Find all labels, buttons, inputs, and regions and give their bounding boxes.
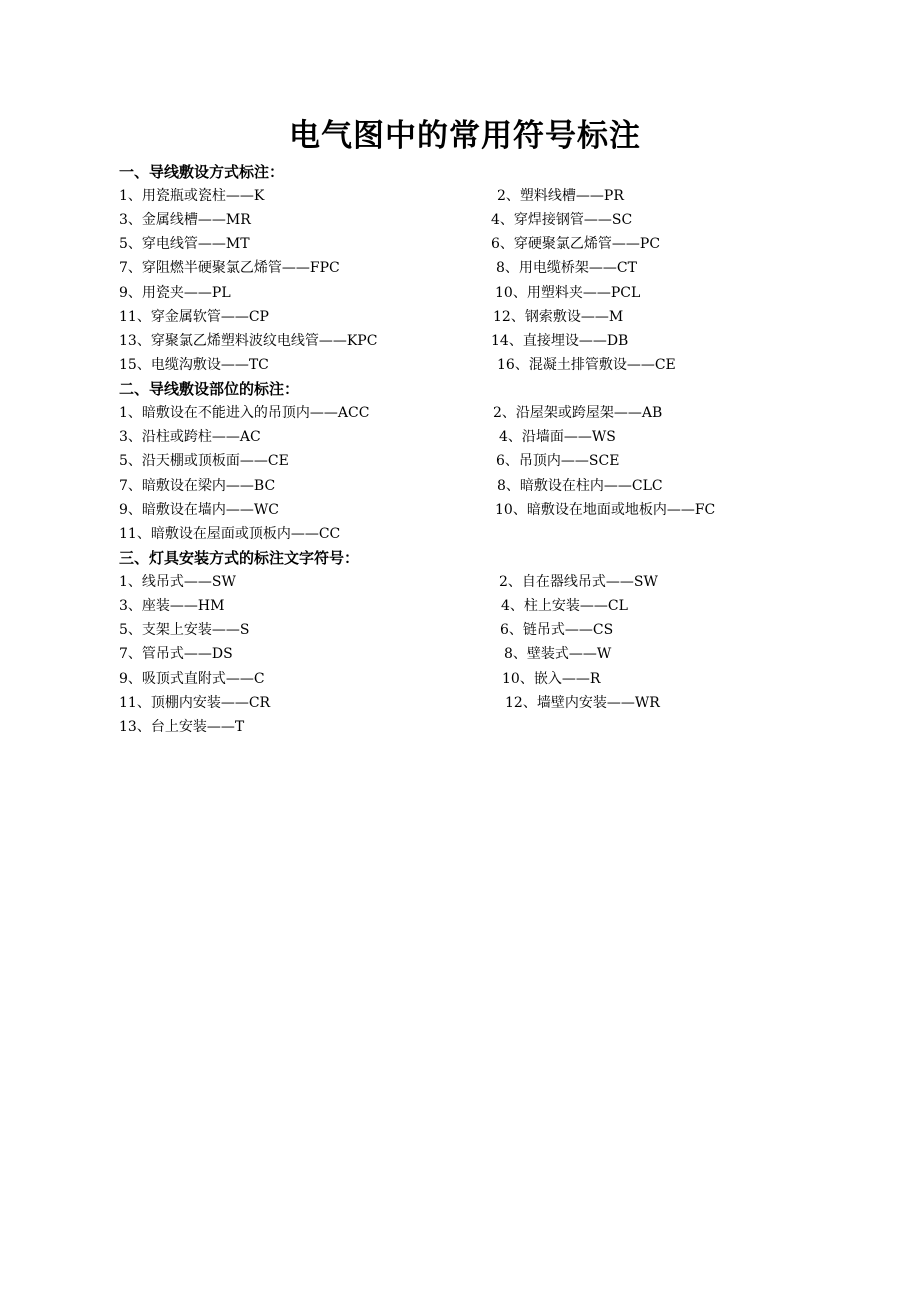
list-row: [119, 256, 819, 280]
list-item: 8、用电缆桥架——CT: [496, 260, 637, 277]
list-item: 3、金属线槽——MR: [119, 212, 251, 229]
list-row: [119, 208, 819, 232]
list-row: [119, 449, 819, 473]
section-heading: 一、导线敷设方式标注：: [119, 163, 285, 181]
list-item: 4、穿焊接钢管——SC: [491, 212, 633, 229]
list-row: [119, 715, 819, 739]
list-item: 4、柱上安装——CL: [501, 598, 628, 615]
list-item: 6、穿硬聚氯乙烯管——PC: [491, 236, 661, 253]
list-item: 1、暗敷设在不能进入的吊顶内——ACC: [119, 405, 370, 422]
section-heading: 三、灯具安装方式的标注文字符号：: [119, 548, 360, 567]
list-item: 9、用瓷夹——PL: [119, 284, 231, 301]
list-item: 9、暗敷设在墙内——WC: [119, 501, 280, 518]
list-item: 3、座装——HM: [119, 598, 225, 615]
list-item: 6、链吊式——CS: [500, 622, 614, 639]
list-item: 15、电缆沟敷设——TC: [119, 356, 269, 373]
list-item: 6、吊顶内——SCE: [496, 453, 620, 470]
list-row: [119, 329, 819, 353]
list-item: 7、暗敷设在梁内——BC: [119, 477, 276, 494]
list-item: 5、沿天棚或顶板面——CE: [119, 453, 289, 470]
list-item: 1、线吊式——SW: [119, 573, 236, 590]
list-item: 12、钢索敷设——M: [493, 308, 624, 325]
list-row: [119, 401, 819, 425]
list-item: 2、沿屋架或跨屋架——AB: [493, 405, 663, 422]
list-row: [119, 425, 819, 449]
list-item: 11、暗敷设在屋面或顶板内——CC: [119, 525, 341, 542]
list-item: 11、顶棚内安装——CR: [119, 694, 271, 711]
list-item: 12、墙壁内安装——WR: [505, 694, 660, 711]
list-row: [119, 594, 819, 618]
list-item: 9、吸顶式直附式——C: [119, 670, 265, 687]
list-row: [119, 184, 819, 208]
list-row: [119, 691, 819, 715]
list-item: 13、穿聚氯乙烯塑料波纹电线管——KPC: [119, 332, 378, 349]
section-heading: 二、导线敷设部位的标注：: [119, 380, 300, 399]
document-title: 电气图中的常用符号标注: [289, 118, 641, 154]
list-row: [119, 522, 819, 546]
list-row: [119, 281, 819, 305]
list-item: 1、用瓷瓶或瓷柱——K: [119, 188, 265, 204]
list-item: 7、管吊式——DS: [119, 646, 233, 663]
list-item: 10、暗敷设在地面或地板内——FC: [495, 501, 716, 518]
list-item: 3、沿柱或跨柱——AC: [119, 429, 261, 446]
list-item: 10、嵌入——R: [502, 670, 601, 687]
list-item: 2、塑料线槽——PR: [497, 188, 624, 204]
list-item: 4、沿墙面——WS: [499, 429, 616, 446]
list-row: [119, 667, 819, 691]
list-item: 5、穿电线管——MT: [119, 236, 250, 253]
list-row: [119, 618, 819, 642]
list-row: [119, 353, 819, 377]
list-item: 5、支架上安装——S: [119, 622, 250, 639]
list-item: 2、自在器线吊式——SW: [499, 573, 658, 590]
list-item: 13、台上安装——T: [119, 718, 245, 735]
list-row: [119, 232, 819, 256]
list-item: 14、直接埋设——DB: [491, 332, 629, 349]
list-item: 7、穿阻燃半硬聚氯乙烯管——FPC: [119, 260, 340, 277]
list-row: [119, 642, 819, 666]
list-item: 11、穿金属软管——CP: [119, 308, 269, 325]
list-item: 8、壁装式——W: [504, 646, 612, 663]
list-item: 8、暗敷设在柱内——CLC: [497, 477, 663, 494]
document-body: [119, 160, 819, 739]
list-row: [119, 305, 819, 329]
list-item: 16、混凝土排管敷设——CE: [497, 356, 676, 373]
list-row: [119, 570, 819, 594]
list-row: [119, 498, 819, 522]
list-row: [119, 474, 819, 498]
list-item: 10、用塑料夹——PCL: [495, 284, 641, 301]
